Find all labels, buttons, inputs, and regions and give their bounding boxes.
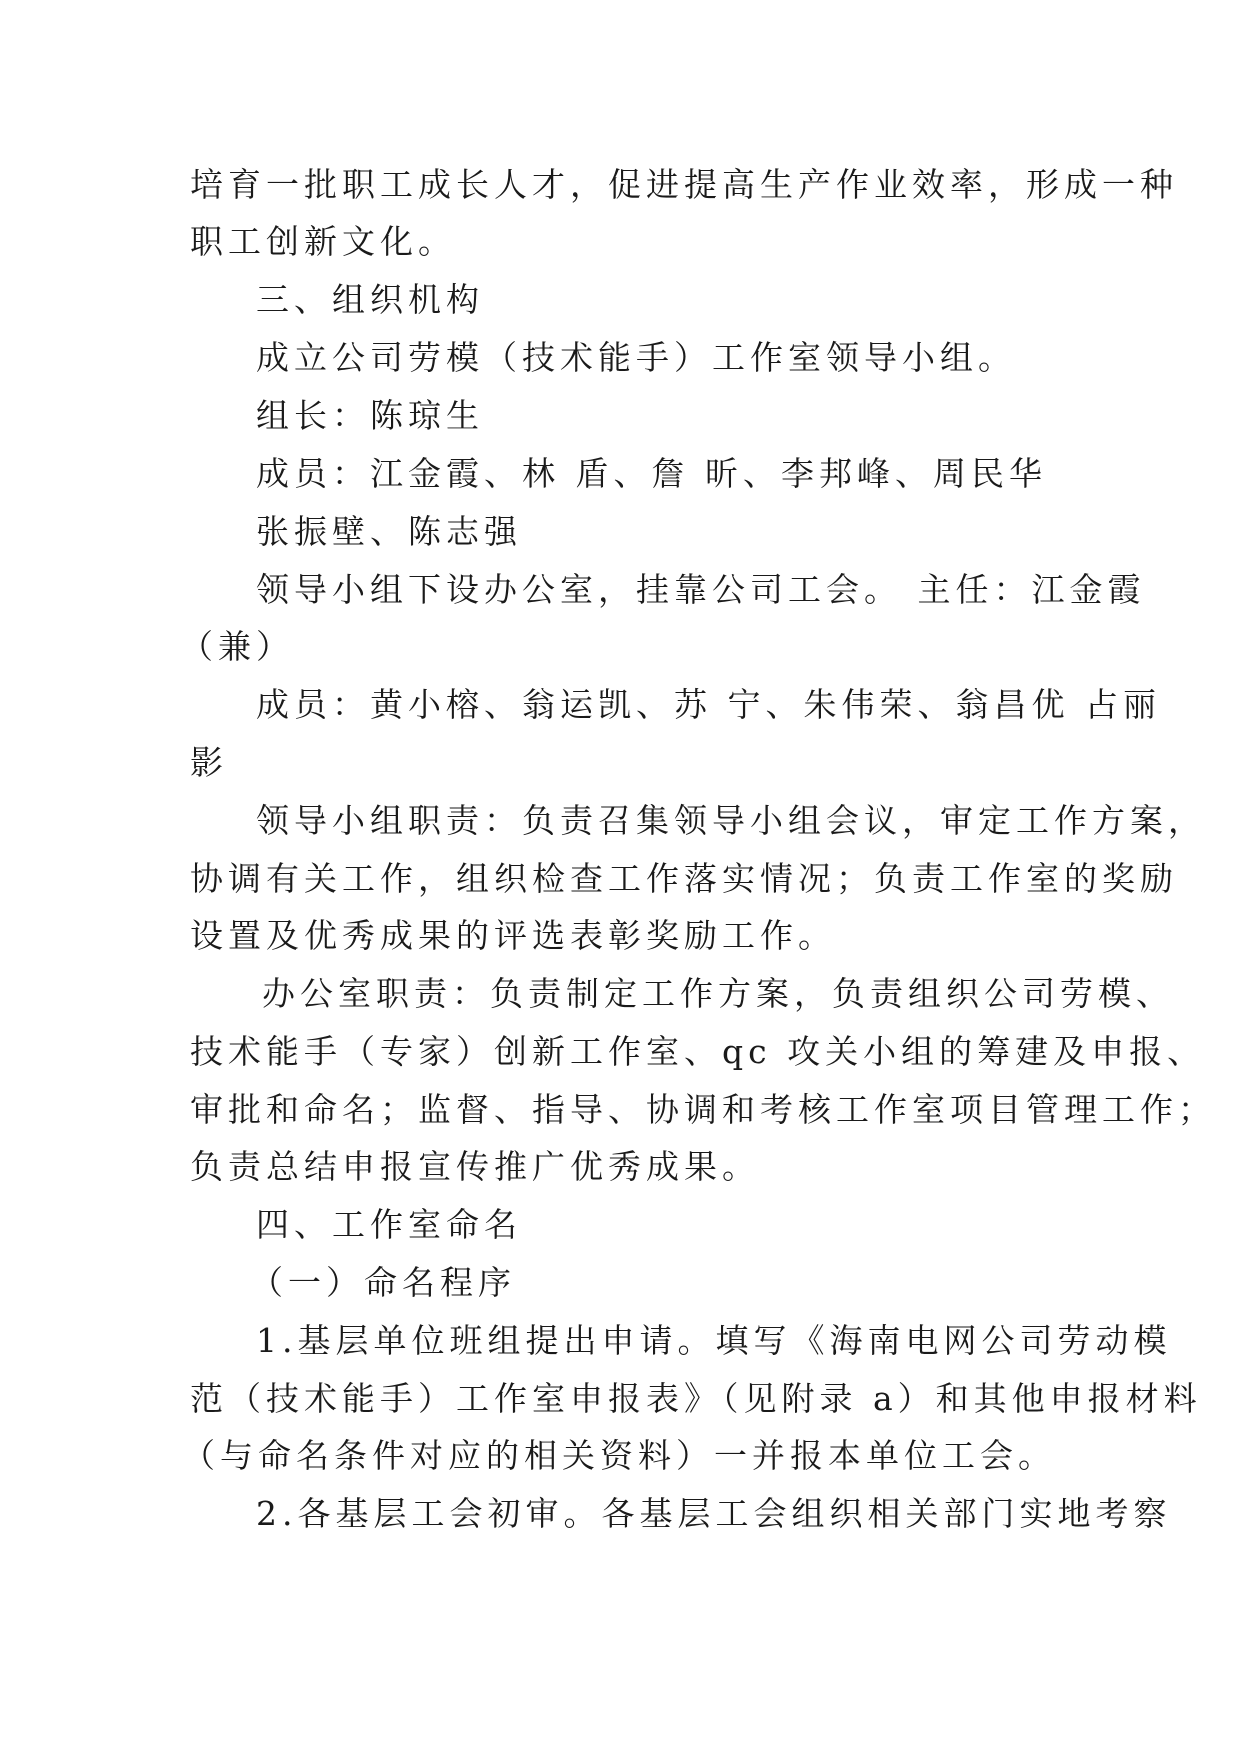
paragraph-line: 范（技术能手）工作室申报表》（见附录 a）和其他申报材料 [190, 1379, 1202, 1418]
paragraph-line: 2.各基层工会初审。各基层工会组织相关部门实地考察 [256, 1494, 1172, 1533]
paragraph-line: 影 [190, 743, 228, 782]
paragraph-line: 技术能手（专家）创新工作室、qc 攻关小组的筹建及申报、 [190, 1032, 1206, 1071]
paragraph-line: 办公室职责：负责制定工作方案，负责组织公司劳模、 [262, 974, 1174, 1013]
paragraph-line: （兼） [180, 627, 294, 666]
paragraph-line: 培育一批职工成长人才，促进提高生产作业效率，形成一种 [190, 165, 1178, 204]
paragraph-line: 成员：黄小榕、翁运凯、苏 宁、朱伟荣、翁昌优 占丽 [256, 685, 1161, 724]
paragraph-line: 1.基层单位班组提出申请。填写《海南电网公司劳动模 [256, 1321, 1172, 1360]
subsection-heading: （一）命名程序 [250, 1263, 516, 1302]
section-heading: 四、工作室命名 [256, 1205, 522, 1244]
paragraph-line: 组长：陈琼生 [256, 396, 484, 435]
paragraph-line: 协调有关工作，组织检查工作落实情况；负责工作室的奖励 [190, 859, 1178, 898]
paragraph-line: 审批和命名；监督、指导、协调和考核工作室项目管理工作； [190, 1090, 1216, 1129]
paragraph-line: （与命名条件对应的相关资料）一并报本单位工会。 [182, 1436, 1056, 1475]
paragraph-line: 设置及优秀成果的评选表彰奖励工作。 [190, 916, 836, 955]
paragraph-line: 领导小组下设办公室，挂靠公司工会。 主任：江金霞 [256, 570, 1146, 609]
paragraph-line: 成员：江金霞、林 盾、詹 昕、李邦峰、周民华 [256, 454, 1047, 493]
paragraph-line: 成立公司劳模（技术能手）工作室领导小组。 [256, 338, 1016, 377]
paragraph-line: 张振壁、陈志强 [256, 512, 522, 551]
paragraph-line: 领导小组职责：负责召集领导小组会议，审定工作方案， [256, 801, 1206, 840]
paragraph-line: 负责总结申报宣传推广优秀成果。 [190, 1147, 760, 1186]
paragraph-line: 职工创新文化。 [190, 222, 456, 261]
section-heading: 三、组织机构 [256, 280, 484, 319]
